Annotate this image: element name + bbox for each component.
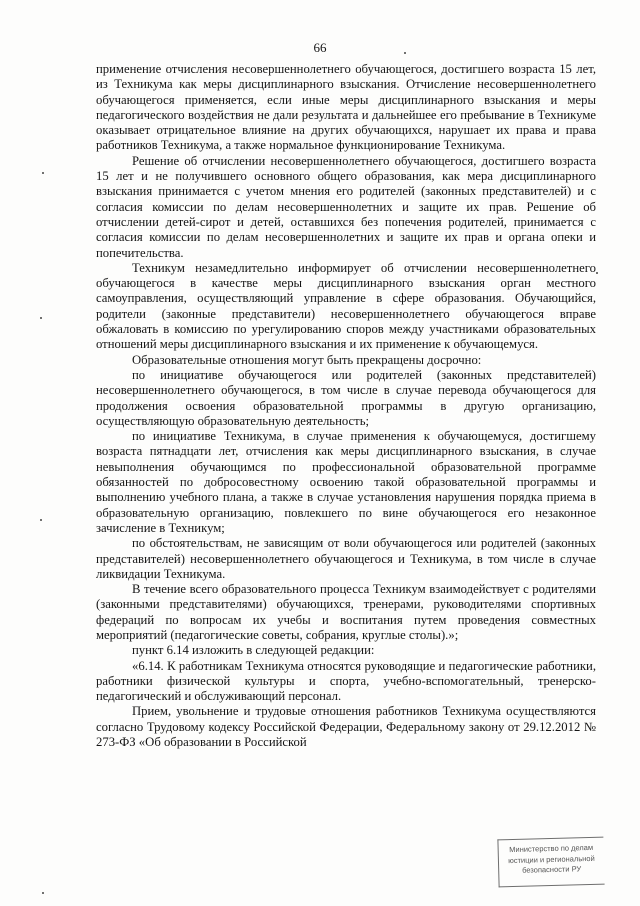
stamp-line-2: юстиции и региональной bbox=[508, 853, 595, 865]
stamp-line-1: Министерство по делам bbox=[509, 842, 594, 855]
paragraph-5: по инициативе обучающегося или родителей (законных представителей) несовершеннолетнего обучающегося, в том числе в случае перевода обучающегося для продолжения освоения образовательной программы в другую организацию, осуществляющую образовательную деятельность; bbox=[96, 367, 596, 428]
scan-speck bbox=[42, 172, 44, 174]
scan-speck bbox=[596, 272, 598, 274]
page-number: 66 bbox=[313, 40, 327, 55]
paragraph-6: по инициативе Техникума, в случае применения к обучающемуся, достигшему возраста пятнадцати лет, отчисления как меры дисциплинарного взыскания, в случае невыполнения обучающимся по профессиональной образовательной программе обязанностей по добросовестному освоению такой образовательной программы и выполнению учебного плана, а также в случае установления нарушения порядка приема в образовательную организацию, повлекшего по вине обучающегося его незаконное зачисление в Техникум; bbox=[96, 429, 596, 535]
paragraph-9: пункт 6.14 изложить в следующей редакции: bbox=[132, 643, 375, 658]
scan-speck bbox=[404, 52, 406, 54]
paragraph-8: В течение всего образовательного процесса Техникум взаимодействует с родителями (законными представителями) обучающихся, тренерами, руководителями спортивных федераций по вопросам их учебы и воспитания путем проведения совместных мероприятий (педагогические советы, собрания, круглые столы).»; bbox=[96, 582, 596, 642]
document-body bbox=[96, 62, 596, 750]
paragraph-1: применение отчисления несовершеннолетнего обучающегося, достигшего возраста 15 лет, из Техникума как меры дисциплинарного взыскания. Отчисление несовершеннолетнего обучающегося применяется, если иные меры дисциплинарного взыскания и меры педагогического воздействия не дали результата и дальнейшее его пребывание в Техникуме оказывает отрицательное влияние на других обучающихся, нарушает их права и права работников Техникума, а также нормальное функционирование Техникума. bbox=[96, 62, 596, 153]
stamp-line-3: безопасности РУ bbox=[522, 864, 582, 875]
scan-speck bbox=[40, 519, 42, 521]
paragraph-2: Решение об отчислении несовершеннолетнего обучающегося, достигшего возраста 15 лет и не получившего основного общего образования, как мера дисциплинарного взыскания принимается с учетом мнения его родителей (законных представителей) и с согласия комиссии по делам несовершеннолетних и защите их прав. Решение об отчислении детей-сирот и детей, оставшихся без попечения родителей, принимается с согласия комиссии по делам несовершеннолетних и защите их прав и органа опеки и попечительства. bbox=[96, 153, 596, 260]
paragraph-4: Образовательные отношения могут быть прекращены досрочно: bbox=[132, 352, 482, 367]
paragraph-3: Техникум незамедлительно информирует об отчислении несовершеннолетнего обучающегося в качестве меры дисциплинарного взыскания орган местного самоуправления, осуществляющий управление в сфере образования. Обучающийся, родители (законные представители) несовершеннолетнего обучающегося вправе обжаловать в комиссию по урегулированию споров между участниками образовательных отношений меры дисциплинарного взыскания и их применение к обучающемуся. bbox=[96, 260, 596, 352]
paragraph-11: Прием, увольнение и трудовые отношения работников Техникума осуществляются согласно Трудовому кодексу Российской Федерации, Федеральному закону от 29.12.2012 № 273-ФЗ «Об образовании в Российской bbox=[96, 704, 596, 750]
paragraph-7: по обстоятельствам, не зависящим от воли обучающегося или родителей (законных представителей) несовершеннолетнего обучающегося и Техникума, в том числе в случае ликвидации Техникума. bbox=[96, 536, 596, 581]
paragraph-10: «6.14. К работникам Техникума относятся руководящие и педагогические работники, работники физической культуры и спорта, учебно-вспомогательный, тренерско-педагогический и обслуживающий персонал. bbox=[96, 658, 596, 704]
registration-stamp bbox=[497, 837, 604, 888]
scan-speck bbox=[42, 892, 44, 894]
scan-speck bbox=[40, 317, 42, 319]
